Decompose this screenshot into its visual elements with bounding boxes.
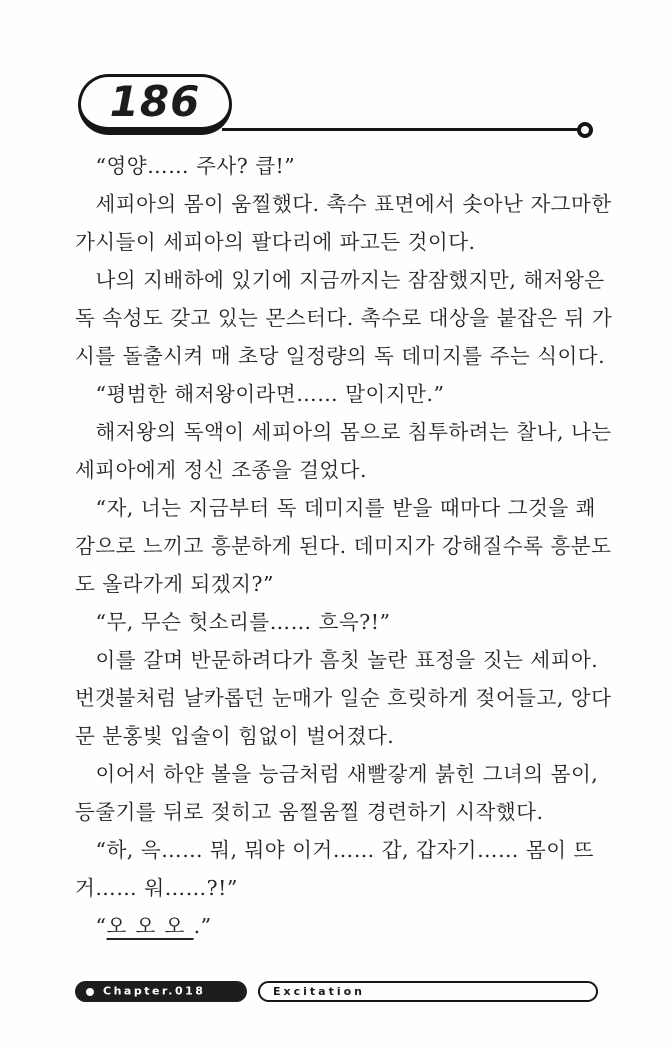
text-line: 세피아의 몸이 움찔했다. 촉수 표면에서 솟아난 자그마한 [95,192,612,216]
text-line: 나의 지배하에 있기에 지금까지는 잠잠했지만, 해저왕은 [95,268,605,292]
text-line: “평범한 해저왕이라면…… 말이지만.” [95,382,445,406]
page-footer [0,981,671,1005]
text-line: 시를 돌출시켜 매 초당 일정량의 독 데미지를 주는 식이다. [75,344,606,368]
text-line: 가시들이 세피아의 팔다리에 파고든 것이다. [75,230,476,254]
text-line: 도 올라가게 되겠지?” [75,572,274,596]
text-line: 번갯불처럼 날카롭던 눈매가 일순 흐릿하게 젖어들고, 앙다 [75,686,612,710]
section-title-badge [258,981,598,1002]
text-line: “자, 너는 지금부터 독 데미지를 받을 때마다 그것을 쾌 [95,496,596,520]
text-line [75,907,599,945]
text-segment: .” [193,914,212,938]
text-line: 독 속성도 갖고 있는 몬스터다. 촉수로 대상을 붙잡은 뒤 가 [75,306,613,330]
page-number-badge [78,74,232,135]
text-line: 등줄기를 뒤로 젖히고 움찔움찔 경련하기 시작했다. [75,800,544,824]
text-segment: “ [95,914,107,938]
text-line: 이를 갈며 반문하려다가 흠칫 놀란 표정을 짓는 세피아. [95,648,599,672]
text-line: “무, 무슨 헛소리를…… 흐윽?!” [95,610,391,634]
text-line: 해저왕의 독액이 세피아의 몸으로 침투하려는 찰나, 나는 [95,420,612,444]
text-line: “하, 윽…… 뭐, 뭐야 이거…… 갑, 갑자기…… 몸이 뜨 [95,838,594,862]
text-line: 감으로 느끼고 흥분하게 된다. 데미지가 강해질수록 흥분도 [75,534,612,558]
bullet-icon [86,988,94,996]
header-rule [222,128,579,131]
text-line: 거…… 워……?!” [75,876,238,900]
text-line: 문 분홍빛 입술이 힘없이 벌어졌다. [75,724,395,748]
text-line: 세피아에게 정신 조종을 걸었다. [75,458,368,482]
chapter-badge [75,981,247,1002]
chapter-label: Chapter.018 [103,984,206,998]
section-label: Excitation [273,985,365,998]
ring-icon [577,122,593,138]
text-line: 이어서 하얀 볼을 능금처럼 새빨갛게 붉힌 그녀의 몸이, [95,762,599,786]
emphasized-text: 오오오 [106,914,194,938]
page-number: 186 [109,76,201,126]
page-body [75,147,613,945]
text-line: “영양…… 주사? 큽!” [95,154,296,178]
